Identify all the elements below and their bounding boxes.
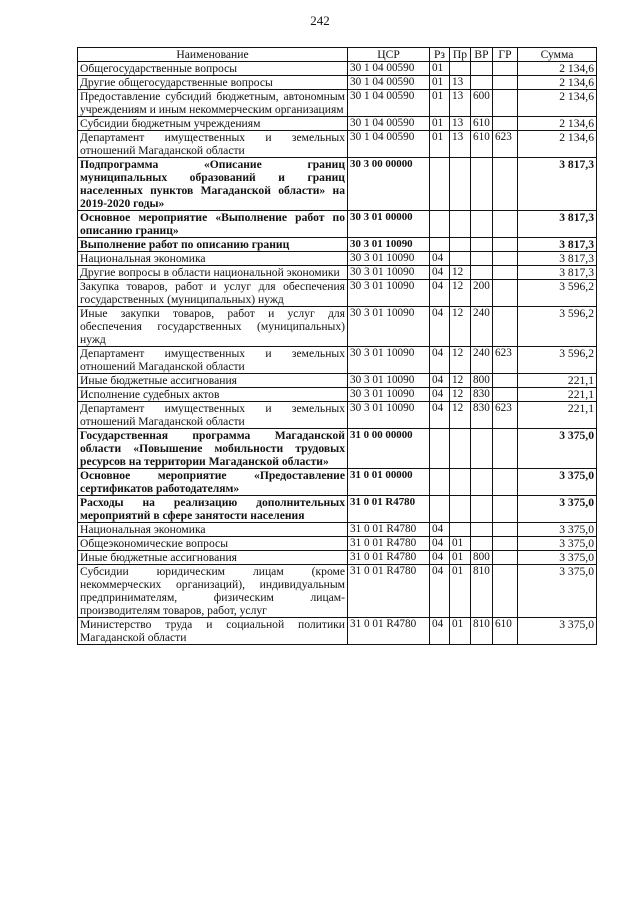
cell-vr (471, 469, 493, 496)
cell-rz (430, 158, 450, 211)
cell-vr: 810 (471, 618, 493, 645)
cell-rz: 01 (430, 131, 450, 158)
cell-name: Субсидии юридическим лицам (кроме некоммерческих организаций), индивидуальным предпринимателям, физическим лицам-производителям товаров, работ, услуг (78, 565, 348, 618)
cell-csr: 30 3 01 10090 (348, 266, 430, 280)
cell-gr (493, 307, 518, 347)
cell-pr: 12 (450, 347, 471, 374)
column-header-name: Наименование (78, 48, 348, 62)
cell-sum: 2 134,6 (518, 131, 597, 158)
cell-csr: 30 1 04 00590 (348, 76, 430, 90)
table-row (78, 307, 597, 347)
cell-vr: 610 (471, 117, 493, 131)
cell-csr: 31 0 01 R4780 (348, 523, 430, 537)
cell-pr (450, 469, 471, 496)
table-row (78, 565, 597, 618)
table-row (78, 131, 597, 158)
table-row (78, 76, 597, 90)
table-row (78, 266, 597, 280)
table-row (78, 551, 597, 565)
cell-rz: 04 (430, 402, 450, 429)
cell-csr: 30 1 04 00590 (348, 62, 430, 76)
table-row (78, 374, 597, 388)
cell-gr (493, 252, 518, 266)
cell-gr (493, 76, 518, 90)
cell-gr (493, 496, 518, 523)
cell-rz (430, 238, 450, 252)
cell-pr: 12 (450, 402, 471, 429)
table-header-row (78, 48, 597, 62)
cell-pr: 13 (450, 131, 471, 158)
cell-csr: 30 3 01 10090 (348, 238, 430, 252)
cell-sum: 3 375,0 (518, 496, 597, 523)
budget-table (77, 47, 597, 645)
cell-sum: 3 375,0 (518, 523, 597, 537)
cell-name: Иные бюджетные ассигнования (78, 374, 348, 388)
cell-pr: 12 (450, 266, 471, 280)
cell-sum: 3 596,2 (518, 280, 597, 307)
cell-sum: 3 817,3 (518, 158, 597, 211)
cell-csr: 30 1 04 00590 (348, 117, 430, 131)
cell-csr: 31 0 01 R4780 (348, 551, 430, 565)
cell-rz: 01 (430, 90, 450, 117)
cell-csr: 30 3 01 10090 (348, 307, 430, 347)
page-number: 242 (310, 13, 330, 28)
column-header-sum: Сумма (518, 48, 597, 62)
cell-vr (471, 76, 493, 90)
cell-sum: 3 817,3 (518, 252, 597, 266)
cell-csr: 30 3 01 10090 (348, 252, 430, 266)
column-header-pr: Пр (450, 48, 471, 62)
cell-csr: 30 3 01 10090 (348, 280, 430, 307)
cell-rz: 04 (430, 280, 450, 307)
cell-pr: 12 (450, 307, 471, 347)
cell-name: Закупка товаров, работ и услуг для обеспечения государственных (муниципальных) нужд (78, 280, 348, 307)
cell-name: Расходы на реализацию дополнительных мероприятий в сфере занятости населения (78, 496, 348, 523)
cell-sum: 3 375,0 (518, 618, 597, 645)
column-header-gr: ГР (493, 48, 518, 62)
cell-sum: 221,1 (518, 388, 597, 402)
cell-vr: 240 (471, 347, 493, 374)
cell-gr (493, 62, 518, 76)
cell-rz: 04 (430, 374, 450, 388)
cell-gr: 610 (493, 618, 518, 645)
cell-sum: 3 375,0 (518, 429, 597, 469)
cell-name: Иные закупки товаров, работ и услуг для обеспечения государственных (муниципальных) нужд (78, 307, 348, 347)
table-row (78, 537, 597, 551)
cell-rz: 04 (430, 388, 450, 402)
cell-sum: 3 817,3 (518, 211, 597, 238)
cell-vr (471, 537, 493, 551)
cell-name: Подпрограмма «Описание границ муниципальных образований и границ населенных пунктов Магаданской области» на 2019-2020 годы» (78, 158, 348, 211)
table-row (78, 117, 597, 131)
cell-sum: 3 817,3 (518, 238, 597, 252)
cell-sum: 2 134,6 (518, 90, 597, 117)
cell-name: Основное мероприятие «Выполнение работ по описанию границ» (78, 211, 348, 238)
cell-name: Министерство труда и социальной политики Магаданской области (78, 618, 348, 645)
cell-pr: 13 (450, 117, 471, 131)
cell-gr (493, 280, 518, 307)
cell-vr: 200 (471, 280, 493, 307)
cell-sum: 3 596,2 (518, 307, 597, 347)
cell-rz: 04 (430, 252, 450, 266)
table-row (78, 158, 597, 211)
cell-sum: 221,1 (518, 374, 597, 388)
table-row (78, 90, 597, 117)
cell-vr (471, 158, 493, 211)
cell-sum: 221,1 (518, 402, 597, 429)
cell-rz: 04 (430, 618, 450, 645)
cell-vr (471, 266, 493, 280)
cell-vr (471, 211, 493, 238)
cell-csr: 31 0 01 00000 (348, 469, 430, 496)
cell-gr: 623 (493, 402, 518, 429)
cell-vr: 610 (471, 131, 493, 158)
cell-gr (493, 565, 518, 618)
cell-csr: 31 0 01 R4780 (348, 496, 430, 523)
table-row (78, 62, 597, 76)
cell-vr (471, 523, 493, 537)
cell-sum: 2 134,6 (518, 62, 597, 76)
cell-pr: 12 (450, 388, 471, 402)
cell-gr (493, 374, 518, 388)
cell-csr: 30 3 01 10090 (348, 402, 430, 429)
cell-name: Национальная экономика (78, 523, 348, 537)
cell-sum: 3 375,0 (518, 565, 597, 618)
cell-csr: 30 3 01 10090 (348, 388, 430, 402)
table-row (78, 280, 597, 307)
cell-pr: 12 (450, 374, 471, 388)
table-row (78, 347, 597, 374)
cell-pr (450, 211, 471, 238)
cell-csr: 30 1 04 00590 (348, 131, 430, 158)
cell-pr: 13 (450, 76, 471, 90)
cell-rz (430, 469, 450, 496)
cell-vr: 830 (471, 402, 493, 429)
cell-rz: 04 (430, 565, 450, 618)
cell-csr: 30 1 04 00590 (348, 90, 430, 117)
cell-name: Предоставление субсидий бюджетным, автономным учреждениям и иным некоммерческим организациям (78, 90, 348, 117)
cell-pr (450, 252, 471, 266)
cell-name: Департамент имущественных и земельных отношений Магаданской области (78, 347, 348, 374)
cell-pr (450, 238, 471, 252)
cell-vr (471, 429, 493, 469)
cell-pr (450, 523, 471, 537)
cell-name: Исполнение судебных актов (78, 388, 348, 402)
cell-pr: 01 (450, 551, 471, 565)
cell-csr: 30 3 00 00000 (348, 158, 430, 211)
cell-name: Общегосударственные вопросы (78, 62, 348, 76)
cell-gr (493, 238, 518, 252)
cell-sum: 3 596,2 (518, 347, 597, 374)
cell-sum: 2 134,6 (518, 117, 597, 131)
cell-gr (493, 90, 518, 117)
cell-pr (450, 158, 471, 211)
cell-name: Департамент имущественных и земельных отношений Магаданской области (78, 402, 348, 429)
column-header-csr: ЦСР (348, 48, 430, 62)
cell-csr: 31 0 01 R4780 (348, 537, 430, 551)
cell-gr (493, 388, 518, 402)
cell-rz (430, 429, 450, 469)
cell-rz: 04 (430, 347, 450, 374)
cell-gr: 623 (493, 131, 518, 158)
column-header-vr: ВР (471, 48, 493, 62)
cell-csr: 31 0 01 R4780 (348, 565, 430, 618)
cell-gr (493, 469, 518, 496)
cell-rz (430, 211, 450, 238)
cell-rz: 04 (430, 266, 450, 280)
column-header-rz: Рз (430, 48, 450, 62)
cell-vr: 600 (471, 90, 493, 117)
cell-rz (430, 496, 450, 523)
cell-vr: 240 (471, 307, 493, 347)
table-row (78, 429, 597, 469)
cell-name: Субсидии бюджетным учреждениям (78, 117, 348, 131)
cell-pr: 13 (450, 90, 471, 117)
table-row (78, 496, 597, 523)
cell-csr: 31 0 01 R4780 (348, 618, 430, 645)
cell-name: Другие общегосударственные вопросы (78, 76, 348, 90)
cell-gr (493, 266, 518, 280)
cell-gr (493, 537, 518, 551)
cell-rz: 01 (430, 117, 450, 131)
cell-pr: 01 (450, 537, 471, 551)
table-row (78, 388, 597, 402)
cell-vr: 830 (471, 388, 493, 402)
cell-sum: 3 375,0 (518, 537, 597, 551)
cell-csr: 30 3 01 10090 (348, 347, 430, 374)
cell-sum: 3 817,3 (518, 266, 597, 280)
cell-rz: 04 (430, 307, 450, 347)
cell-rz: 04 (430, 551, 450, 565)
cell-vr: 810 (471, 565, 493, 618)
cell-name: Департамент имущественных и земельных отношений Магаданской области (78, 131, 348, 158)
table-row (78, 402, 597, 429)
cell-name: Национальная экономика (78, 252, 348, 266)
cell-rz: 04 (430, 537, 450, 551)
cell-pr (450, 62, 471, 76)
cell-sum: 2 134,6 (518, 76, 597, 90)
cell-gr (493, 158, 518, 211)
table-row (78, 469, 597, 496)
cell-rz: 04 (430, 523, 450, 537)
cell-gr (493, 117, 518, 131)
cell-csr: 31 0 00 00000 (348, 429, 430, 469)
cell-gr (493, 523, 518, 537)
cell-vr (471, 238, 493, 252)
cell-pr: 12 (450, 280, 471, 307)
cell-pr (450, 496, 471, 523)
cell-name: Иные бюджетные ассигнования (78, 551, 348, 565)
cell-gr (493, 551, 518, 565)
cell-gr: 623 (493, 347, 518, 374)
cell-name: Выполнение работ по описанию границ (78, 238, 348, 252)
cell-rz: 01 (430, 62, 450, 76)
cell-sum: 3 375,0 (518, 469, 597, 496)
cell-vr (471, 252, 493, 266)
cell-pr: 01 (450, 565, 471, 618)
cell-rz: 01 (430, 76, 450, 90)
cell-gr (493, 429, 518, 469)
cell-gr (493, 211, 518, 238)
cell-name: Государственная программа Магаданской области «Повышение мобильности трудовых ресурсов на территории Магаданской области» (78, 429, 348, 469)
table-row (78, 238, 597, 252)
cell-vr: 800 (471, 374, 493, 388)
cell-vr (471, 496, 493, 523)
cell-name: Общеэкономические вопросы (78, 537, 348, 551)
cell-csr: 30 3 01 10090 (348, 374, 430, 388)
table-row (78, 211, 597, 238)
cell-sum: 3 375,0 (518, 551, 597, 565)
cell-csr: 30 3 01 00000 (348, 211, 430, 238)
table-row (78, 523, 597, 537)
cell-vr: 800 (471, 551, 493, 565)
cell-vr (471, 62, 493, 76)
cell-pr (450, 429, 471, 469)
table-row (78, 618, 597, 645)
cell-pr: 01 (450, 618, 471, 645)
cell-name: Основное мероприятие «Предоставление сертификатов работодателям» (78, 469, 348, 496)
cell-name: Другие вопросы в области национальной экономики (78, 266, 348, 280)
table-row (78, 252, 597, 266)
